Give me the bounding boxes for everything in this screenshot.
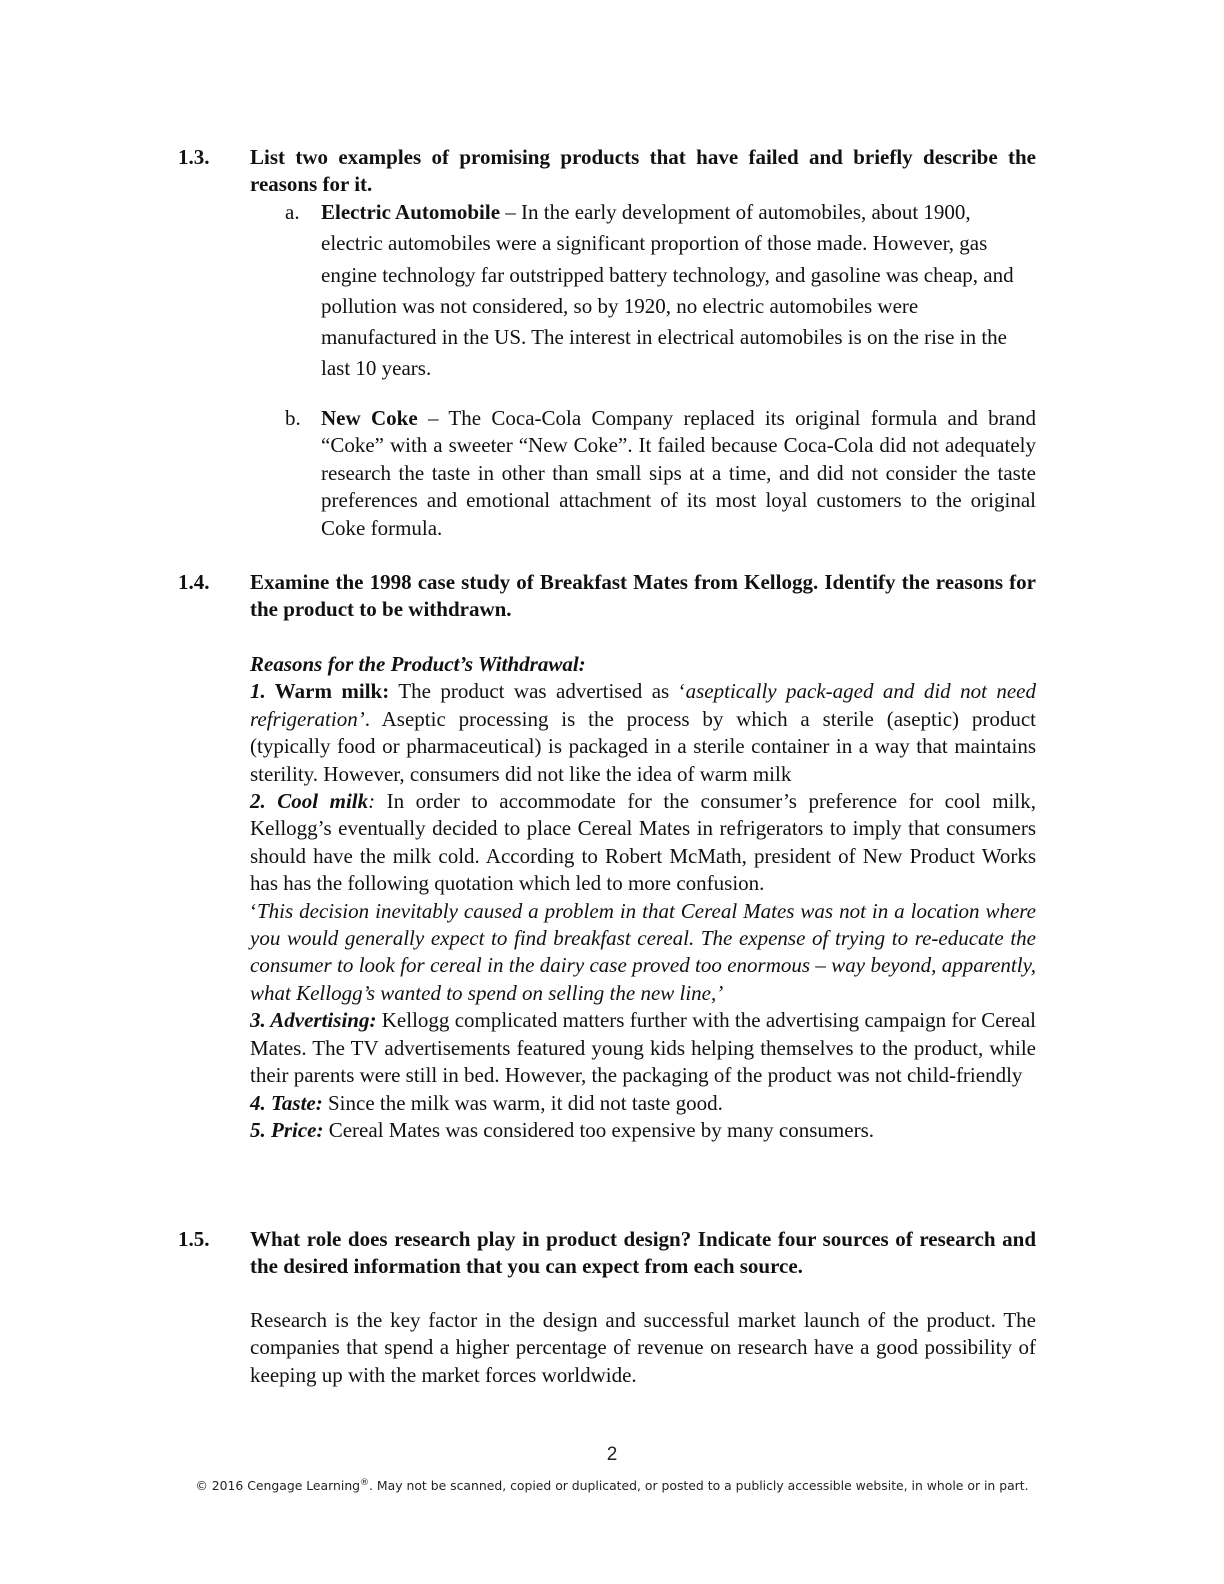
- reason-3: 3. Advertising: Kellogg complicated matters further with the advertising campaign for Cereal Mates. The TV advertisements featured young kids helping themselves to the product, while their parents were still in bed. However, the packaging of the product was not child-friendly: [250, 1008, 1037, 1088]
- registered-mark: ®: [360, 1478, 370, 1488]
- question-text: List two examples of promising products that have failed and briefly describe the reasons for it.: [250, 145, 1036, 196]
- reason-5: 5. Price: Cereal Mates was considered too expensive by many consumers.: [250, 1117, 874, 1142]
- item-title: New Coke: [321, 406, 418, 430]
- item-text: – The Coca-Cola Company replaced its original formula and brand “Coke” with a sweeter “New Coke”. It failed because Coca-Cola did not adequately research the taste in other than small sips at a time, and did not consider the taste preferences and emotional attachment of its most loyal customers to the original Coke formula.: [321, 406, 1036, 540]
- question-1-4: [178, 569, 1036, 623]
- question-1-3: [178, 144, 1036, 198]
- item-text: – In the early development of automobiles, about 1900, electric automobiles were a significant proportion of those made. However, gas engine technology far outstripped battery technology, and gasoline was cheap, and pollution was not considered, so by 1920, no electric automobiles were manufactured in the US. The interest in electrical automobiles is on the rise in the last 10 years.: [321, 200, 1014, 381]
- question-number: 1.3.: [178, 145, 210, 169]
- question-number: 1.5.: [178, 1227, 210, 1251]
- withdrawal-reasons: [250, 651, 1036, 1144]
- item-label: a.: [285, 200, 300, 224]
- item-label: b.: [285, 406, 301, 430]
- reason-4: 4. Taste: Since the milk was warm, it did not taste good.: [250, 1090, 723, 1115]
- reason-2-quote: ‘This decision inevitably caused a problem in that Cereal Mates was not in a location where you would generally expect to find breakfast cereal. The expense of trying to re-educate the consumer to look for cereal in the dairy case proved too enormous – way beyond, apparently, what Kellogg’s wanted to spend on selling the new line,’: [250, 898, 1036, 1005]
- item-title: Electric Automobile: [321, 200, 501, 224]
- page-number: 2: [606, 1444, 618, 1465]
- reason-1: 1. Warm milk: The product was advertised as ‘aseptically pack-aged and did not need refrigeration’. Aseptic processing is the process by which a sterile (aseptic) product (typically food or pharmaceutical) is packaged in a sterile container in a way that maintains sterility. However, consumers did not like the idea of warm milk: [250, 679, 1036, 786]
- question-number: 1.4.: [178, 570, 210, 594]
- reason-2: 2. Cool milk: In order to accommodate for the consumer’s preference for cool milk, Kellogg’s eventually decided to place Cereal Mates in refrigerators to imply that consumers should have the milk cold. According to Robert McMath, president of New Product Works has has the following quotation which led to more confusion.: [250, 789, 1036, 896]
- answer-item-a: [285, 197, 1036, 385]
- question-text: Examine the 1998 case study of Breakfast Mates from Kellogg. Identify the reasons for the product to be withdrawn.: [250, 570, 1036, 621]
- copyright-notice: © 2016 Cengage Learning®. May not be scanned, copied or duplicated, or posted to a publicly accessible website, in whole or in part.: [195, 1478, 1029, 1494]
- research-answer: Research is the key factor in the design and successful market launch of the product. The companies that spend a higher percentage of revenue on research have a good possibility of keeping up with the market forces worldwide.: [250, 1308, 1036, 1387]
- question-text: What role does research play in product design? Indicate four sources of research and the desired information that you can expect from each source.: [250, 1227, 1036, 1278]
- reasons-heading: Reasons for the Product’s Withdrawal:: [250, 652, 586, 676]
- answer-item-b: [285, 405, 1036, 542]
- question-1-5: [178, 1226, 1036, 1280]
